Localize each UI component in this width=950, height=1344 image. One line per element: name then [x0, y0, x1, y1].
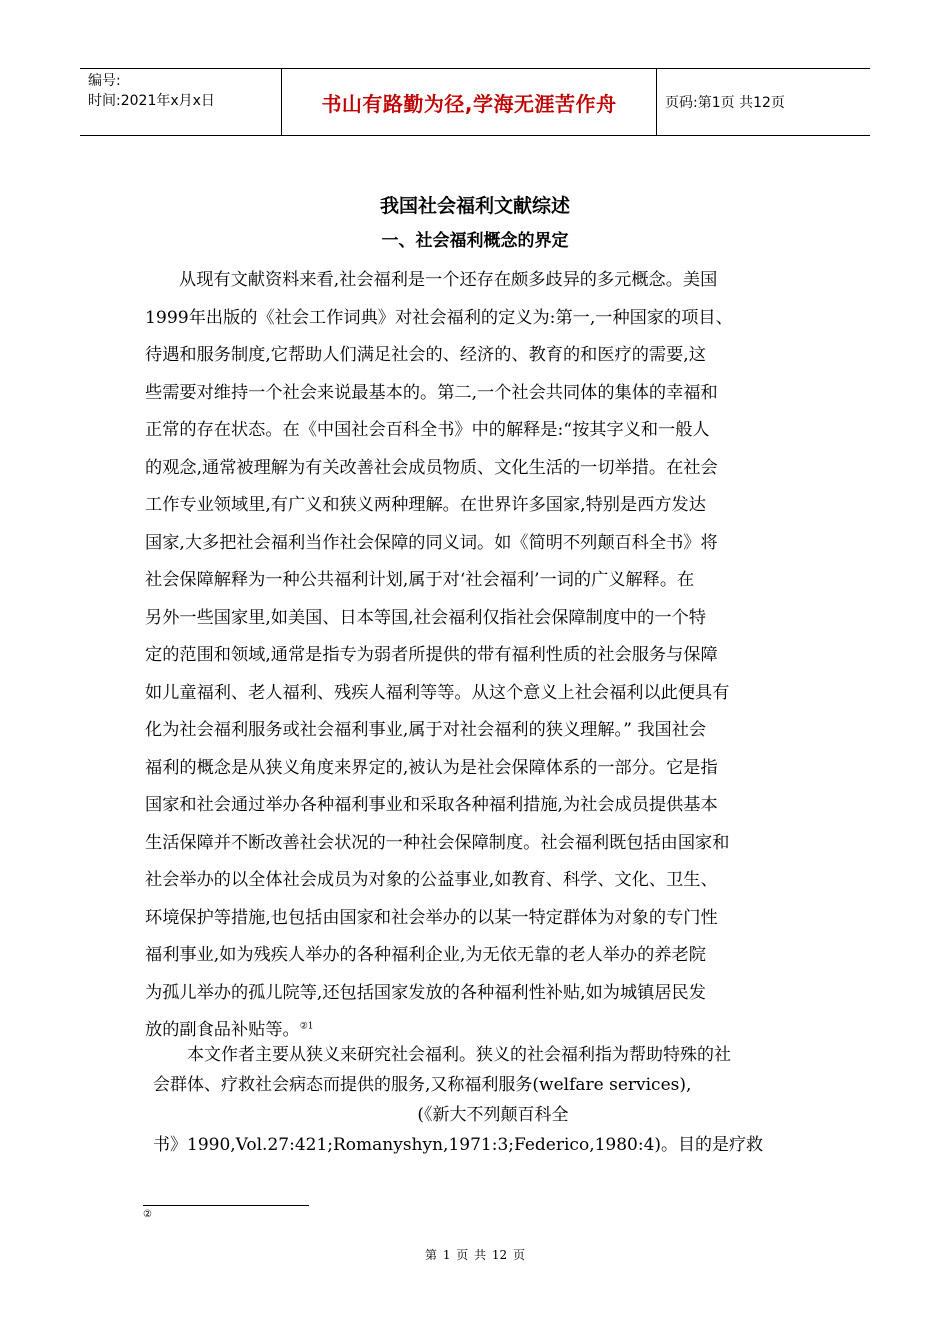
- footnote-divider: [143, 1205, 309, 1206]
- paragraph-line: 为孤儿举办的孤儿院等,还包括国家发放的各种福利性补贴,如为城镇居民发: [145, 982, 706, 1003]
- paragraph-1: [145, 262, 815, 1050]
- paragraph-line: 的观念,通常被理解为有关改善社会成员物质、文化生活的一切举措。在社会: [145, 457, 718, 478]
- paragraph-line: 会群体、疗救社会病态而提供的服务,又称福利服务(welfare services),: [153, 1075, 692, 1095]
- section-heading: 一、社会福利概念的界定: [381, 231, 569, 251]
- paragraph-line: 社会举办的以全体社会成员为对象的公益事业,如教育、科学、文化、卫生、: [145, 870, 718, 890]
- paragraph-line-text: 放的副食品补贴等。: [145, 1020, 300, 1040]
- paragraph-line: 福利的概念是从狭义角度来界定的,被认为是社会保障体系的一部分。它是指: [145, 757, 718, 778]
- page-header: [80, 68, 870, 136]
- paragraph-line: 待遇和服务制度,它帮助人们满足社会的、经济的、教育的和医疗的需要,这: [145, 345, 706, 365]
- paragraph-line: 如儿童福利、老人福利、残疾人福利等等。从这个意义上社会福利以此便具有: [145, 682, 730, 703]
- page-footer: 第 1 页 共 12 页: [425, 1248, 525, 1262]
- paragraph-line: (《新大不列颠百科全: [417, 1105, 569, 1125]
- header-page-info: 页码:第1页 共12页: [665, 95, 785, 111]
- paragraph-line: 从现有文献资料来看,社会福利是一个还存在颇多歧异的多元概念。美国: [179, 270, 718, 290]
- header-date-label: 时间:2021年x月x日: [88, 93, 215, 109]
- paragraph-line: 国家和社会通过举办各种福利事业和采取各种福利措施,为社会成员提供基本: [145, 795, 718, 815]
- header-motto: 书山有路勤为径,学海无涯苦作舟: [282, 69, 657, 135]
- paragraph-line: 环境保护等措施,也包括由国家和社会举办的以某一特定群体为对象的专门性: [145, 907, 718, 928]
- paragraph-line: 些需要对维持一个社会来说最基本的。第二,一个社会共同体的集体的幸福和: [145, 382, 718, 403]
- paragraph-2: [153, 1040, 833, 1160]
- paragraph-line: 化为社会福利服务或社会福利事业,属于对社会福利的狭义理解。” 我国社会: [145, 720, 707, 740]
- document-title: 我国社会福利文献综述: [379, 195, 570, 217]
- header-meta: [80, 69, 282, 135]
- paragraph-line: 生活保障并不断改善社会状况的一种社会保障制度。社会福利既包括由国家和: [145, 832, 730, 853]
- paragraph-line: 定的范围和领域,通常是指专为弱者所提供的带有福利性质的社会服务与保障: [145, 645, 718, 665]
- paragraph-line: 国家,大多把社会福利当作社会保障的同义词。如《简明不列颠百科全书》将: [145, 532, 718, 553]
- paragraph-line: 本文作者主要从狭义来研究社会福利。狭义的社会福利指为帮助特殊的社: [187, 1045, 731, 1065]
- footnote-reference[interactable]: ②1: [299, 1021, 314, 1032]
- paragraph-line: 工作专业领域里,有广义和狭义两种理解。在世界许多国家,特别是西方发达: [145, 495, 706, 515]
- paragraph-line: 1999年出版的《社会工作词典》对社会福利的定义为:第一,一种国家的项目、: [145, 307, 733, 328]
- paragraph-line: 福利事业,如为残疾人举办的各种福利企业,为无依无靠的老人举办的养老院: [145, 945, 706, 965]
- paragraph-line: 另外一些国家里,如美国、日本等国,社会福利仅指社会保障制度中的一个特: [145, 607, 706, 628]
- paragraph-line: 社会保障解释为一种公共福利计划,属于对‘社会福利’一词的广义解释。在: [145, 570, 695, 590]
- paragraph-line: 书》1990,Vol.27:421;Romanyshyn,1971:3;Federico,1980:4)。目的是疗救: [153, 1135, 764, 1155]
- footnote-mark: ②: [143, 1209, 152, 1220]
- header-number-label: 编号:: [88, 73, 121, 89]
- paragraph-line: 正常的存在状态。在《中国社会百科全书》中的解释是:“按其字义和一般人: [145, 420, 710, 440]
